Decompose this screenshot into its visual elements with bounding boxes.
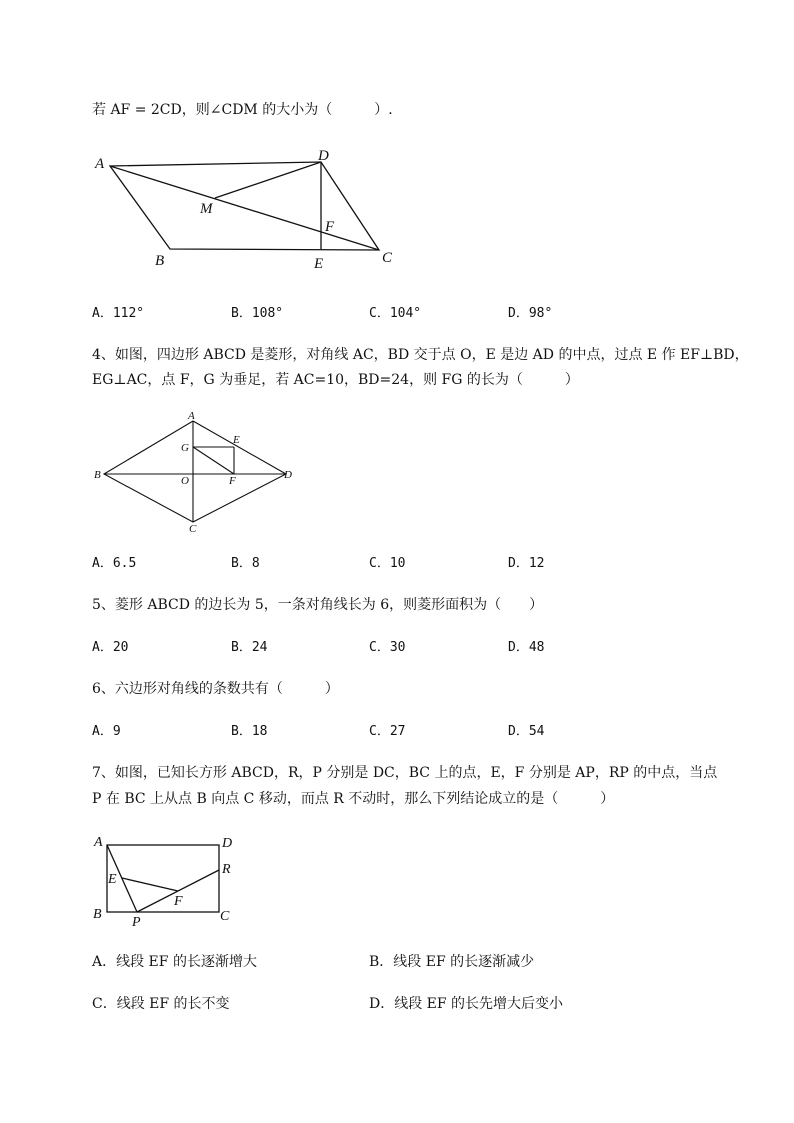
- q7-stem-line1: 7、如图，已知长方形 ABCD，R，P 分别是 DC，BC 上的点，E，F 分别是 AP，RP 的中点，当点: [92, 765, 718, 781]
- q3-option-b[interactable]: B．108°: [231, 306, 284, 321]
- q7-label-f: F: [174, 894, 183, 909]
- q7-label-d: D: [222, 836, 233, 851]
- q7-label-r: R: [222, 862, 231, 877]
- q3-option-d[interactable]: D．98°: [508, 306, 553, 321]
- q6-option-b[interactable]: B．18: [231, 724, 268, 739]
- q4-stem-line2: EG⊥AC，点 F，G 为垂足，若 AC=10，BD=24，则 FG 的长为（ ）: [92, 372, 579, 388]
- q4-label-o: O: [181, 475, 189, 487]
- q7-label-p: P: [132, 915, 141, 930]
- q7-label-b: B: [93, 907, 102, 922]
- q3-label-d: D: [318, 148, 329, 164]
- q5-option-c[interactable]: C．30: [369, 640, 406, 655]
- q5-stem: 5、菱形 ABCD 的边长为 5，一条对角线长为 6，则菱形面积为（ ）: [92, 597, 544, 613]
- q7-option-a[interactable]: A．线段 EF 的长逐渐增大: [92, 954, 257, 970]
- q4-label-c: C: [189, 523, 197, 535]
- q6-option-d[interactable]: D．54: [508, 724, 545, 739]
- q7-segment-ef: [122, 878, 178, 891]
- q4-label-f: F: [229, 475, 236, 487]
- q4-option-c[interactable]: C．10: [369, 556, 406, 571]
- q6-option-c[interactable]: C．27: [369, 724, 406, 739]
- q7-label-e: E: [108, 872, 117, 887]
- q4-label-d: D: [284, 469, 292, 481]
- q4-option-b[interactable]: B．8: [231, 556, 260, 571]
- q5-option-d[interactable]: D．48: [508, 640, 545, 655]
- q5-option-b[interactable]: B．24: [231, 640, 268, 655]
- q3-label-f: F: [325, 219, 335, 235]
- q7-stem-line2: P 在 BC 上从点 B 向点 C 移动，而点 R 不动时，那么下列结论成立的是（ ）: [92, 791, 615, 807]
- q4-option-d[interactable]: D．12: [508, 556, 545, 571]
- q3-label-e: E: [314, 256, 324, 272]
- q4-label-b: B: [94, 469, 101, 481]
- q3-label-b: B: [155, 253, 165, 269]
- q4-label-a: A: [188, 410, 195, 422]
- q7-label-a: A: [94, 835, 103, 850]
- q7-option-d[interactable]: D．线段 EF 的长先增大后变小: [369, 996, 564, 1012]
- q3-label-m: M: [200, 201, 213, 217]
- q4-label-g: G: [181, 442, 189, 454]
- q7-option-b[interactable]: B．线段 EF 的长逐渐减少: [369, 954, 535, 970]
- q3-option-a[interactable]: A．112°: [92, 306, 145, 321]
- q4-label-e: E: [233, 434, 240, 446]
- q5-option-a[interactable]: A．20: [92, 640, 129, 655]
- q7-label-c: C: [220, 909, 230, 924]
- q7-option-c[interactable]: C．线段 EF 的长不变: [92, 996, 230, 1012]
- q3-option-c[interactable]: C．104°: [369, 306, 422, 321]
- q6-option-a[interactable]: A．9: [92, 724, 121, 739]
- q4-stem-line1: 4、如图，四边形 ABCD 是菱形，对角线 AC，BD 交于点 O，E 是边 AD 的中点，过点 E 作 EF⊥BD，: [92, 347, 749, 363]
- q3-label-a: A: [95, 156, 105, 172]
- q6-stem: 6、六边形对角线的条数共有（ ）: [92, 681, 339, 697]
- q4-option-a[interactable]: A．6.5: [92, 556, 137, 571]
- q3-label-c: C: [382, 250, 393, 266]
- q3-stem: 若 AF = 2CD，则∠CDM 的大小为（ ）.: [92, 102, 393, 118]
